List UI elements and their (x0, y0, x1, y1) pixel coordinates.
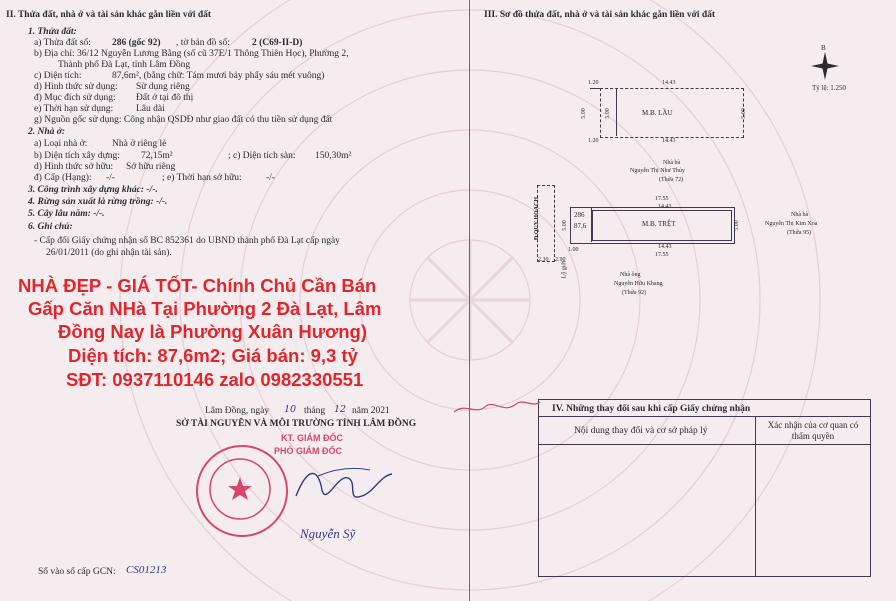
parcel-number-label: a) Thửa đất số: (34, 38, 91, 48)
dim-upper-1443-top: 14.43 (662, 80, 676, 86)
map-sheet-value: 2 (C69-II-D) (252, 38, 303, 48)
floor-area-value: 150,30m² (315, 151, 352, 161)
ownership-term-label: ; e) Thời hạn sở hữu: (162, 173, 242, 183)
address-line-2: Thành phố Đà Lạt, tỉnh Lâm Đồng (58, 60, 191, 70)
neighbour-right-label: Nhà bà (791, 212, 809, 218)
dim-ground-500-right: 5.00 (733, 220, 740, 231)
register-number: CS01213 (126, 564, 167, 576)
floor-area-label: ; c) Diện tích sàn: (228, 151, 296, 161)
dim-ground-1755-bot: 17.55 (655, 252, 669, 258)
dim-upper-120-top: 1.20 (588, 80, 599, 86)
ownership-form-value: Sở hữu riêng (126, 162, 176, 172)
dim-upper-500-right: 5.00 (740, 108, 747, 119)
scale-label: Tỷ lệ: 1.250 (812, 84, 847, 92)
section-2-heading: II. Thửa đất, nhà ở và tài sản khác gắn liền với đất (6, 10, 212, 20)
area-label: c) Diện tích: (34, 71, 82, 81)
neighbour-bottom-plot: (Thửa 92) (622, 290, 647, 296)
notes-title: 6. Ghi chú: (28, 222, 73, 232)
north-letter: B (821, 44, 826, 52)
planning-road-label: Đ.QUY HOẠCH (534, 196, 541, 241)
production-forest: 4. Rừng sản xuất là rừng trồng: -/-. (28, 197, 168, 207)
area-value: 87,6m², (bằng chữ: Tám mươi bảy phẩy sáu mét vuông) (112, 71, 325, 81)
usage-origin: g) Nguồn gốc sử dụng: Công nhận QSDĐ như giao đất có thu tiền sử dụng đất (34, 115, 333, 125)
parcel-number-value: 286 (gốc 92) (112, 38, 161, 48)
red-pen-mark (452, 398, 542, 418)
house-type-value: Nhà ở riêng lẻ (112, 139, 167, 149)
changes-col-confirmation: Xác nhận của cơ quan có thẩm quyền (767, 420, 859, 441)
usage-term-label: e) Thời hạn sử dụng: (34, 104, 114, 114)
ad-line-2: Gấp Căn NHà Tại Phường 2 Đà Lạt, Lâm (28, 298, 382, 319)
dim-ground-1755-top: 17.55 (655, 196, 669, 202)
ad-line-5: SĐT: 0937110146 zalo 0982330551 (66, 369, 364, 390)
date-day: 10 (284, 404, 297, 415)
dim-upper-500-left: 5.00 (580, 108, 587, 119)
grade-value: -/- (106, 173, 115, 183)
grade-label: đ) Cấp (Hạng): (34, 173, 92, 183)
neighbour-right-plot: (Thửa 95) (787, 230, 812, 236)
dim-upper-120-bot: 1.20 (588, 138, 599, 144)
changes-table-col-line (538, 444, 871, 445)
issuing-office: SỞ TÀI NGUYÊN VÀ MÔI TRƯỜNG TỈNH LÂM ĐỒNG (176, 419, 417, 429)
ownership-form-label: d) Hình thức sở hữu: (34, 162, 114, 172)
neighbour-top-label: Nhà bà (663, 160, 681, 166)
neighbour-bottom-name: Nguyễn Hữu Khang (614, 281, 663, 287)
map-sheet-label: , tờ bản đồ số: (176, 38, 230, 48)
dim-290: 2.90 (555, 257, 566, 263)
date-year: năm 2021 (352, 406, 390, 416)
official-seal (196, 445, 288, 537)
signature-scribble (288, 456, 398, 516)
dim-upper-1443-bot: 14.43 (662, 138, 676, 144)
changes-col-content: Nội dung thay đổi và cơ sở pháp lý (574, 426, 708, 436)
neighbour-top-name: Nguyễn Thị Như Thủy (630, 168, 685, 174)
dim-ground-500-left: 5.00 (561, 220, 568, 231)
ad-line-1: NHÀ ĐẸP - GIÁ TỐT- Chính Chủ Cần Bán (18, 275, 377, 296)
dim-100: 1.00 (568, 247, 579, 253)
sign-title-1: KT. GIÁM ĐỐC (281, 433, 343, 443)
perennial-trees: 5. Cây lâu năm: -/-. (28, 209, 105, 219)
usage-form-label: d) Hình thức sử dụng: (34, 82, 118, 92)
date-prefix: Lâm Đồng, ngày (205, 406, 270, 416)
signer-name: Nguyễn Sỹ (300, 526, 356, 541)
other-construction: 3. Công trình xây dựng khác: -/-. (28, 185, 158, 195)
parcel-number-label-map: 286 (574, 211, 585, 219)
usage-form-value: Sử dụng riêng (136, 82, 190, 92)
usage-purpose-label: đ) Mục đích sử dụng: (34, 93, 116, 103)
house-title: 2. Nhà ở: (28, 127, 66, 137)
dim-ground-1443-bot: 14.43 (658, 244, 672, 250)
construction-area-value: 72,15m² (141, 151, 173, 161)
note-line-2: 26/01/2011 (do ghi nhận tài sản). (46, 248, 172, 258)
date-month: 12 (334, 404, 347, 415)
construction-area-label: b) Diện tích xây dựng: (34, 151, 120, 161)
changes-table-col-divider (755, 416, 756, 576)
address-line-1: b) Địa chỉ: 36/12 Nguyễn Lương Bằng (số cũ 37E/1 Thông Thiên Học), Phường 2, (34, 49, 349, 59)
register-label: Số vào sổ cấp GCN: (38, 567, 116, 577)
neighbour-bottom-label: Nhà ông (620, 272, 641, 278)
ownership-term-value: -/- (266, 173, 275, 183)
house-type-label: a) Loại nhà ở: (34, 139, 88, 149)
upper-floor-tick (590, 88, 600, 89)
dim-upper-500-mid: 5.00 (604, 108, 611, 119)
road-boundary-label: Lộ giới (561, 260, 568, 279)
ground-floor-label: M.B. TRỆT (642, 220, 676, 228)
section-4-heading: IV. Những thay đổi sau khi cấp Giấy chứng nhận (552, 404, 751, 414)
neighbour-top-plot: (Thửa 72) (659, 177, 684, 183)
ad-line-3: Đồng Nay là Phường Xuân Hương) (58, 321, 368, 342)
date-month-label: tháng (304, 406, 326, 416)
ad-line-4: Diện tích: 87,6m2; Giá bán: 9,3 tỷ (68, 345, 358, 366)
compass-icon (811, 52, 839, 80)
upper-floor-label: M.B. LẦU (642, 109, 673, 117)
parcel-area-label-map: 87,6 (574, 222, 587, 230)
section-3-heading: III. Sơ đồ thửa đất, nhà ở và tài sản khác gắn liền với đất (484, 10, 716, 20)
upper-floor-divider (616, 88, 617, 136)
usage-purpose-value: Đất ở tại đô thị (136, 93, 194, 103)
dim-ground-1443-top: 14.43 (658, 204, 672, 210)
page-divider (469, 0, 470, 601)
sign-title-2: PHÓ GIÁM ĐỐC (274, 446, 343, 456)
neighbour-right-name: Nguyễn Thị Kim Xoa (765, 221, 818, 227)
note-line-1: - Cấp đổi Giấy chứng nhận số BC 852361 do UBND thành phố Đà Lạt cấp ngày (34, 236, 340, 246)
changes-table-header-line (538, 416, 871, 417)
usage-term-value: Lâu dài (136, 104, 165, 114)
land-parcel-title: 1. Thửa đất: (28, 27, 77, 37)
dim-230: 2.30 (538, 257, 549, 263)
